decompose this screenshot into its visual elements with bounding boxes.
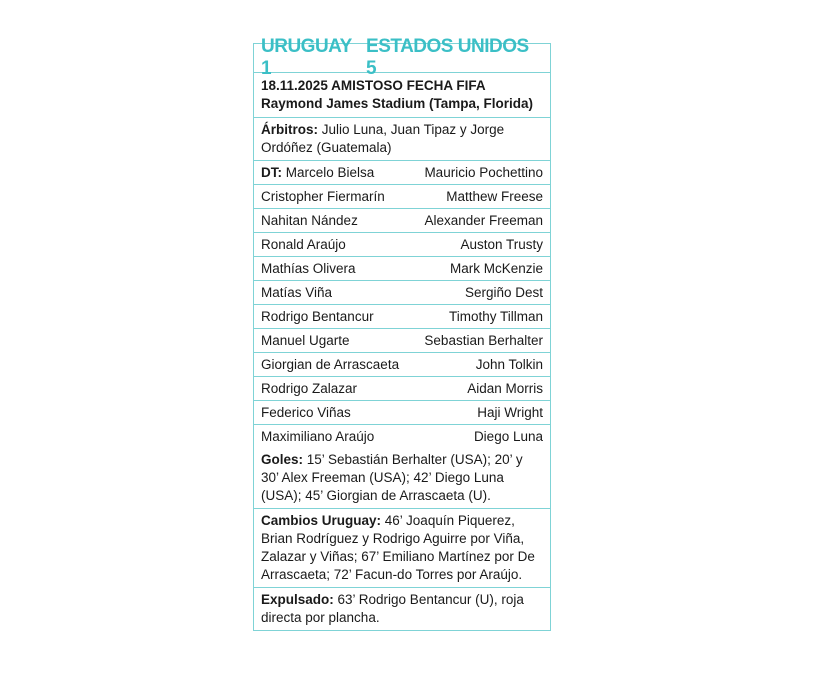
referees-label: Árbitros: [261, 122, 318, 137]
expelled-label: Expulsado: [261, 592, 334, 607]
away-player: Auston Trusty [460, 236, 543, 252]
away-player: John Tolkin [475, 356, 543, 372]
subs-text: 46’ Joaquín Piquerez, Brian Rodríguez y Rodrigo Aguirre por Viña, Zalazar y Viñas; 67’ Emiliano Martínez por De Arrascaeta; 72’ Facun-do Torres por Araújo. [261, 513, 535, 582]
lineup-row [254, 377, 550, 401]
referees [254, 118, 550, 161]
away-player: Sebastian Berhalter [424, 332, 543, 348]
away-player: Alexander Freeman [424, 212, 543, 228]
lineup-row [254, 329, 550, 353]
home-coach [261, 164, 374, 182]
home-player: Maximiliano Araújo [261, 428, 375, 444]
expelled [254, 588, 550, 630]
home-team-score: URUGUAY 1 [261, 36, 352, 79]
home-player: Mathías Olivera [261, 260, 356, 276]
match-date-line: 18.11.2025 AMISTOSO FECHA FIFA [261, 78, 486, 93]
lineup-row [254, 281, 550, 305]
away-player: Timothy Tillman [448, 308, 543, 324]
lineup-row [254, 185, 550, 209]
coaches-row [254, 161, 550, 185]
lineup-row [254, 209, 550, 233]
lineups [254, 185, 550, 448]
referees-text: Julio Luna, Juan Tipaz y Jorge Ordóñez (Guatemala) [261, 122, 505, 155]
home-player: Giorgian de Arrascaeta [261, 356, 400, 372]
home-player: Nahitan Nández [261, 212, 358, 228]
home-player: Ronald Araújo [261, 236, 346, 252]
home-player: Rodrigo Bentancur [261, 308, 374, 324]
substitutions [254, 509, 550, 588]
lineup-row [254, 305, 550, 329]
home-player: Rodrigo Zalazar [261, 380, 358, 396]
match-venue: Raymond James Stadium (Tampa, Florida) [261, 96, 534, 111]
lineup-row [254, 257, 550, 281]
score-header [254, 36, 550, 79]
away-player: Aidan Morris [467, 380, 543, 396]
home-player: Manuel Ugarte [261, 332, 350, 348]
home-player: Matías Viña [261, 284, 333, 300]
away-player: Diego Luna [473, 428, 543, 444]
away-player: Mark McKenzie [449, 260, 543, 276]
goals-label: Goles: [261, 452, 304, 467]
lineup-row [254, 353, 550, 377]
away-player: Haji Wright [477, 404, 543, 420]
home-player: Cristopher Fiermarín [261, 188, 385, 204]
subs-label: Cambios Uruguay: [261, 513, 382, 528]
lineup-row [254, 401, 550, 425]
away-player: Sergiño Dest [464, 284, 543, 300]
home-player: Federico Viñas [261, 404, 351, 420]
goals [254, 448, 550, 509]
away-coach: Mauricio Pochettino [424, 164, 543, 180]
expelled-text: 63’ Rodrigo Bentancur (U), roja directa por plancha. [261, 592, 524, 625]
lineup-row [254, 233, 550, 257]
away-player: Matthew Freese [446, 188, 543, 204]
home-coach-name: Marcelo Bielsa [282, 164, 375, 180]
lineup-row [254, 425, 550, 448]
away-team-score: ESTADOS UNIDOS 5 [366, 36, 529, 79]
coach-label: DT: [261, 164, 282, 180]
match-sheet [253, 36, 551, 631]
goals-text: 15’ Sebastián Berhalter (USA); 20’ y 30’ Alex Freeman (USA); 42’ Diego Luna (USA); 45’ Giorgian de Arrascaeta (U). [261, 452, 523, 503]
